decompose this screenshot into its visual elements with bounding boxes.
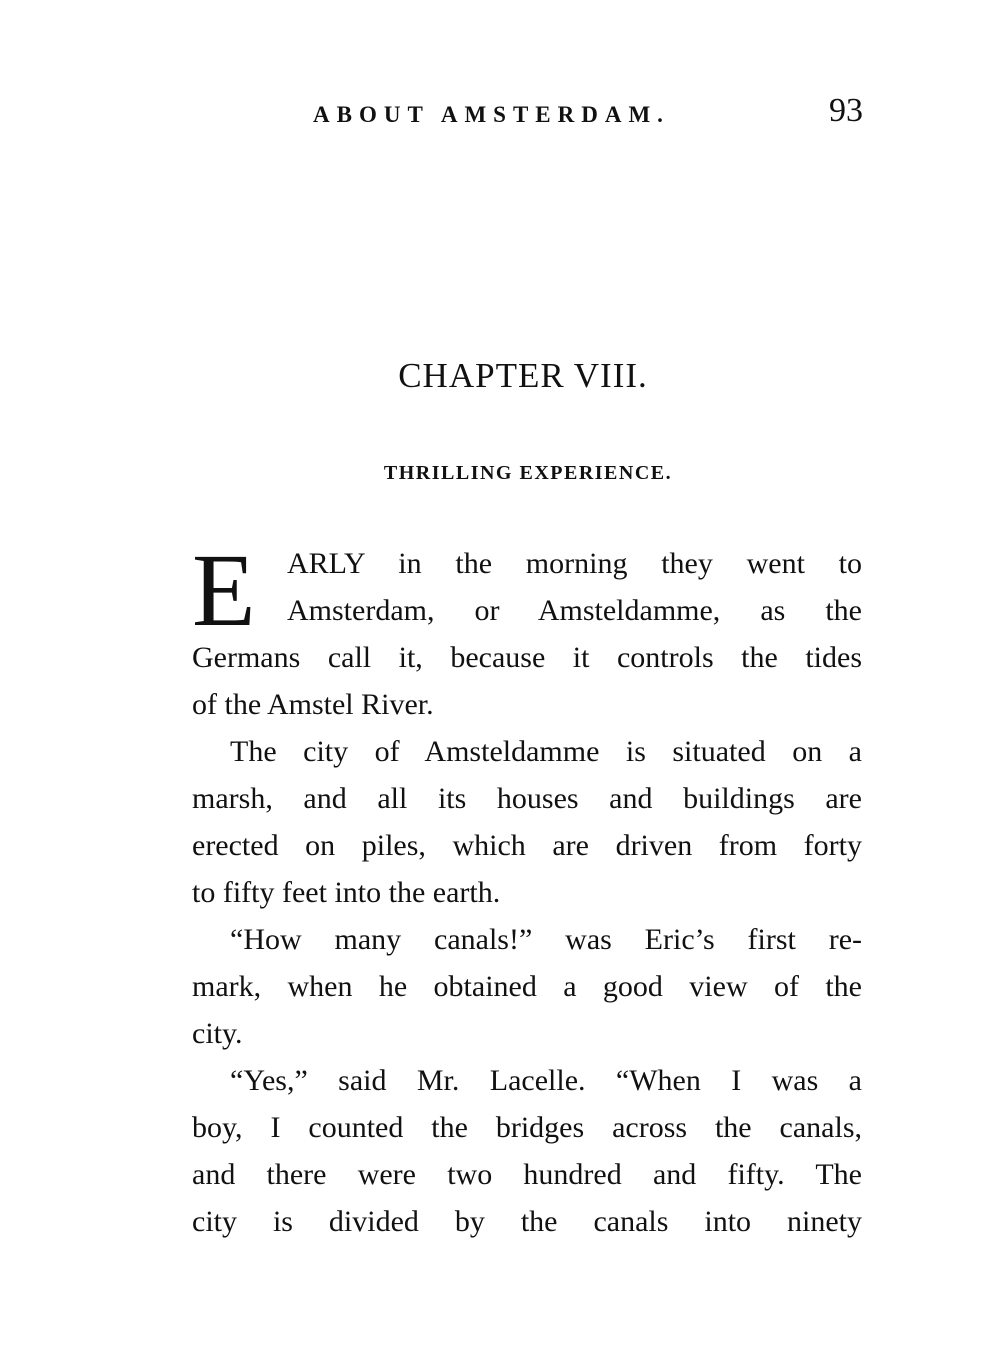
text-line: and there were two hundred and fifty. The <box>192 1158 862 1191</box>
body-text <box>192 533 862 1245</box>
text-line: Amsterdam, or Amsteldamme, as the <box>287 594 862 627</box>
text-line: mark, when he obtained a good view of the <box>192 970 862 1003</box>
running-head <box>313 92 863 136</box>
paragraph <box>192 728 862 916</box>
text-line: “Yes,” said Mr. Lacelle. “When I was a <box>230 1064 862 1097</box>
text-line: Germans call it, because it controls the tides <box>192 641 862 674</box>
running-title: ABOUT AMSTERDAM. <box>313 102 670 127</box>
text-line: city. <box>192 1017 243 1050</box>
chapter-subtitle: THRILLING EXPERIENCE. <box>383 462 673 484</box>
chapter-title: CHAPTER VIII. <box>398 356 648 395</box>
text-line: city is divided by the canals into ninety <box>192 1205 862 1238</box>
page-number: 93 <box>829 92 863 129</box>
text-line: “How many canals!” was Eric’s first re- <box>230 923 862 956</box>
paragraph <box>192 916 862 1057</box>
paragraph <box>192 1057 862 1245</box>
text-line: marsh, and all its houses and buildings are <box>192 782 862 815</box>
text-line: The city of Amsteldamme is situated on a <box>230 735 862 768</box>
paragraph <box>192 533 862 728</box>
drop-cap: E <box>192 533 256 648</box>
text-line: to fifty feet into the earth. <box>192 876 501 909</box>
text-line: erected on piles, which are driven from forty <box>192 829 862 862</box>
text-line: of the Amstel River. <box>192 688 434 721</box>
text-line: boy, I counted the bridges across the canals, <box>192 1111 862 1144</box>
text-line: ARLY in the morning they went to <box>287 547 862 580</box>
